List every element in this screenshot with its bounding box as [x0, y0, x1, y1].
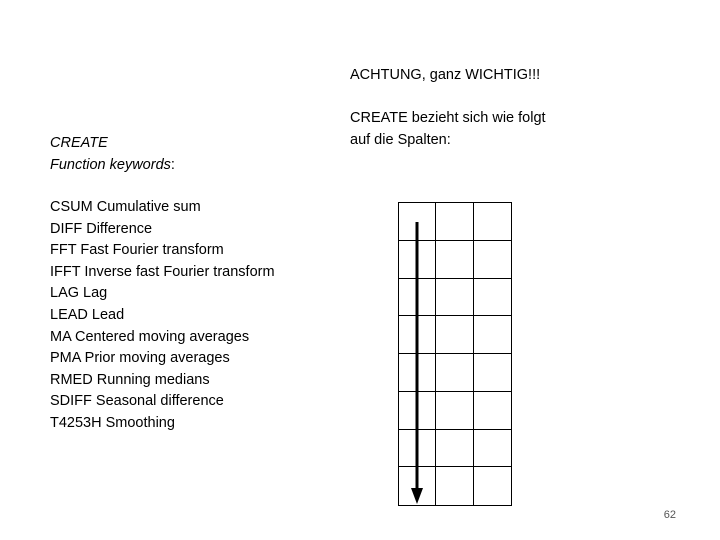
grid-cell — [474, 279, 511, 317]
keyword-item-lag: LAG Lag — [50, 285, 108, 302]
column-note-line-2: auf die Spalten: — [350, 131, 451, 148]
column-note — [350, 108, 546, 151]
grid-cell — [436, 430, 473, 468]
grid-cell — [436, 316, 473, 354]
keyword-item-sdiff: SDIFF Seasonal difference — [50, 393, 224, 410]
grid-cell — [436, 392, 473, 430]
keyword-item-fft: FFT Fast Fourier transform — [50, 242, 224, 259]
grid-cell — [474, 467, 511, 505]
create-block — [50, 133, 175, 176]
grid-cell — [436, 203, 473, 241]
page-number: 62 — [663, 509, 676, 521]
keyword-item-csum: CSUM Cumulative sum — [50, 199, 201, 215]
grid-cell — [474, 392, 511, 430]
keyword-item-lead: LEAD Lead — [50, 306, 125, 323]
grid-cell — [436, 354, 473, 392]
grid-cell — [474, 430, 511, 468]
column-note-line-1: CREATE bezieht sich wie folgt — [350, 110, 546, 126]
function-keywords-colon: : — [170, 156, 175, 173]
keyword-item-t4253h: T4253H Smoothing — [50, 414, 175, 431]
keyword-item-rmed: RMED Running medians — [50, 371, 210, 388]
grid-cell — [474, 316, 511, 354]
keyword-item-ma: MA Centered moving averages — [50, 328, 250, 345]
grid-cell — [436, 467, 473, 505]
function-keywords-label — [50, 155, 175, 177]
grid-cell — [436, 279, 473, 317]
keyword-item-ifft: IFFT Inverse fast Fourier transform — [50, 263, 275, 280]
grid-cell — [474, 354, 511, 392]
grid-cell — [436, 241, 473, 279]
warning-heading: ACHTUNG, ganz WICHTIG!!! — [350, 67, 541, 83]
arrow-head — [411, 488, 423, 504]
down-arrow-icon — [408, 222, 428, 504]
keyword-item-diff: DIFF Difference — [50, 220, 153, 237]
function-keywords-text: Function keywords — [50, 156, 171, 173]
grid-cell — [474, 241, 511, 279]
keyword-item-pma: PMA Prior moving averages — [50, 350, 230, 367]
create-title: CREATE — [50, 135, 108, 151]
grid-cell — [474, 203, 511, 241]
keyword-list — [50, 197, 275, 435]
